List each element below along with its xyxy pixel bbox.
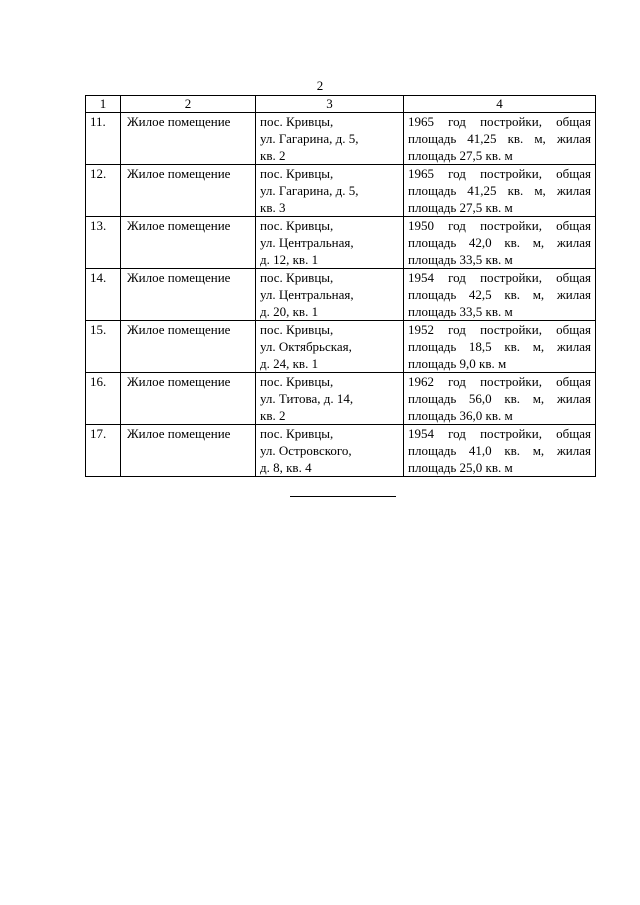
row-number: 17. bbox=[86, 425, 121, 477]
property-name: Жилое помещение bbox=[121, 217, 256, 269]
description-line: площадь 41,0 кв. м, жилая bbox=[408, 443, 591, 458]
address-line: д. 24, кв. 1 bbox=[260, 356, 319, 371]
address-line: кв. 2 bbox=[260, 148, 286, 163]
address-line: пос. Кривцы, bbox=[260, 270, 334, 285]
table-row bbox=[86, 373, 596, 425]
property-address bbox=[256, 113, 404, 165]
description-line: 1954 год постройки, общая bbox=[408, 270, 591, 285]
address-line: пос. Кривцы, bbox=[260, 218, 334, 233]
address-line: кв. 3 bbox=[260, 200, 286, 215]
description-line: 1950 год постройки, общая bbox=[408, 218, 591, 233]
address-line: ул. Гагарина, д. 5, bbox=[260, 183, 359, 198]
table-row bbox=[86, 165, 596, 217]
row-number: 13. bbox=[86, 217, 121, 269]
row-number: 12. bbox=[86, 165, 121, 217]
description-line: площадь 25,0 кв. м bbox=[408, 460, 513, 475]
address-line: ул. Островского, bbox=[260, 443, 352, 458]
address-line: ул. Центральная, bbox=[260, 287, 354, 302]
description-line: площадь 41,25 кв. м, жилая bbox=[408, 131, 591, 146]
table-row bbox=[86, 113, 596, 165]
description-line: площадь 41,25 кв. м, жилая bbox=[408, 183, 591, 198]
table-row bbox=[86, 321, 596, 373]
property-description bbox=[404, 425, 596, 477]
property-description bbox=[404, 217, 596, 269]
property-name: Жилое помещение bbox=[121, 113, 256, 165]
description-line: 1954 год постройки, общая bbox=[408, 426, 591, 441]
page-number: 2 bbox=[316, 78, 324, 93]
header-col-4: 4 bbox=[404, 96, 596, 113]
header-col-1: 1 bbox=[86, 96, 121, 113]
table-row bbox=[86, 217, 596, 269]
property-name: Жилое помещение bbox=[121, 321, 256, 373]
header-col-3: 3 bbox=[256, 96, 404, 113]
address-line: ул. Центральная, bbox=[260, 235, 354, 250]
property-description bbox=[404, 269, 596, 321]
description-line: площадь 27,5 кв. м bbox=[408, 200, 513, 215]
property-name: Жилое помещение bbox=[121, 425, 256, 477]
description-line: площадь 33,5 кв. м bbox=[408, 304, 513, 319]
property-description bbox=[404, 373, 596, 425]
property-description bbox=[404, 321, 596, 373]
address-line: пос. Кривцы, bbox=[260, 322, 334, 337]
property-name: Жилое помещение bbox=[121, 269, 256, 321]
property-address bbox=[256, 165, 404, 217]
address-line: пос. Кривцы, bbox=[260, 114, 334, 129]
property-description bbox=[404, 165, 596, 217]
address-line: д. 12, кв. 1 bbox=[260, 252, 319, 267]
table-row bbox=[86, 425, 596, 477]
description-line: 1965 год постройки, общая bbox=[408, 166, 591, 181]
description-line: площадь 36,0 кв. м bbox=[408, 408, 513, 423]
table-header-row bbox=[86, 96, 596, 113]
address-line: ул. Гагарина, д. 5, bbox=[260, 131, 359, 146]
description-line: площадь 56,0 кв. м, жилая bbox=[408, 391, 591, 406]
description-line: 1965 год постройки, общая bbox=[408, 114, 591, 129]
description-line: 1952 год постройки, общая bbox=[408, 322, 591, 337]
address-line: пос. Кривцы, bbox=[260, 426, 334, 441]
address-line: д. 8, кв. 4 bbox=[260, 460, 312, 475]
property-address bbox=[256, 269, 404, 321]
header-col-2: 2 bbox=[121, 96, 256, 113]
address-line: кв. 2 bbox=[260, 408, 286, 423]
address-line: ул. Титова, д. 14, bbox=[260, 391, 354, 406]
property-address bbox=[256, 373, 404, 425]
row-number: 11. bbox=[86, 113, 121, 165]
table-row bbox=[86, 269, 596, 321]
address-line: пос. Кривцы, bbox=[260, 166, 334, 181]
property-address bbox=[256, 321, 404, 373]
address-line: д. 20, кв. 1 bbox=[260, 304, 319, 319]
property-name: Жилое помещение bbox=[121, 165, 256, 217]
description-line: площадь 42,5 кв. м, жилая bbox=[408, 287, 591, 302]
description-line: площадь 27,5 кв. м bbox=[408, 148, 513, 163]
end-of-document-line bbox=[290, 496, 396, 497]
property-table bbox=[85, 95, 596, 477]
address-line: ул. Октябрьская, bbox=[260, 339, 352, 354]
description-line: 1962 год постройки, общая bbox=[408, 374, 591, 389]
address-line: пос. Кривцы, bbox=[260, 374, 334, 389]
description-line: площадь 9,0 кв. м bbox=[408, 356, 507, 371]
description-line: площадь 42,0 кв. м, жилая bbox=[408, 235, 591, 250]
property-address bbox=[256, 425, 404, 477]
row-number: 15. bbox=[86, 321, 121, 373]
property-name: Жилое помещение bbox=[121, 373, 256, 425]
row-number: 16. bbox=[86, 373, 121, 425]
property-description bbox=[404, 113, 596, 165]
description-line: площадь 18,5 кв. м, жилая bbox=[408, 339, 591, 354]
description-line: площадь 33,5 кв. м bbox=[408, 252, 513, 267]
row-number: 14. bbox=[86, 269, 121, 321]
property-address bbox=[256, 217, 404, 269]
